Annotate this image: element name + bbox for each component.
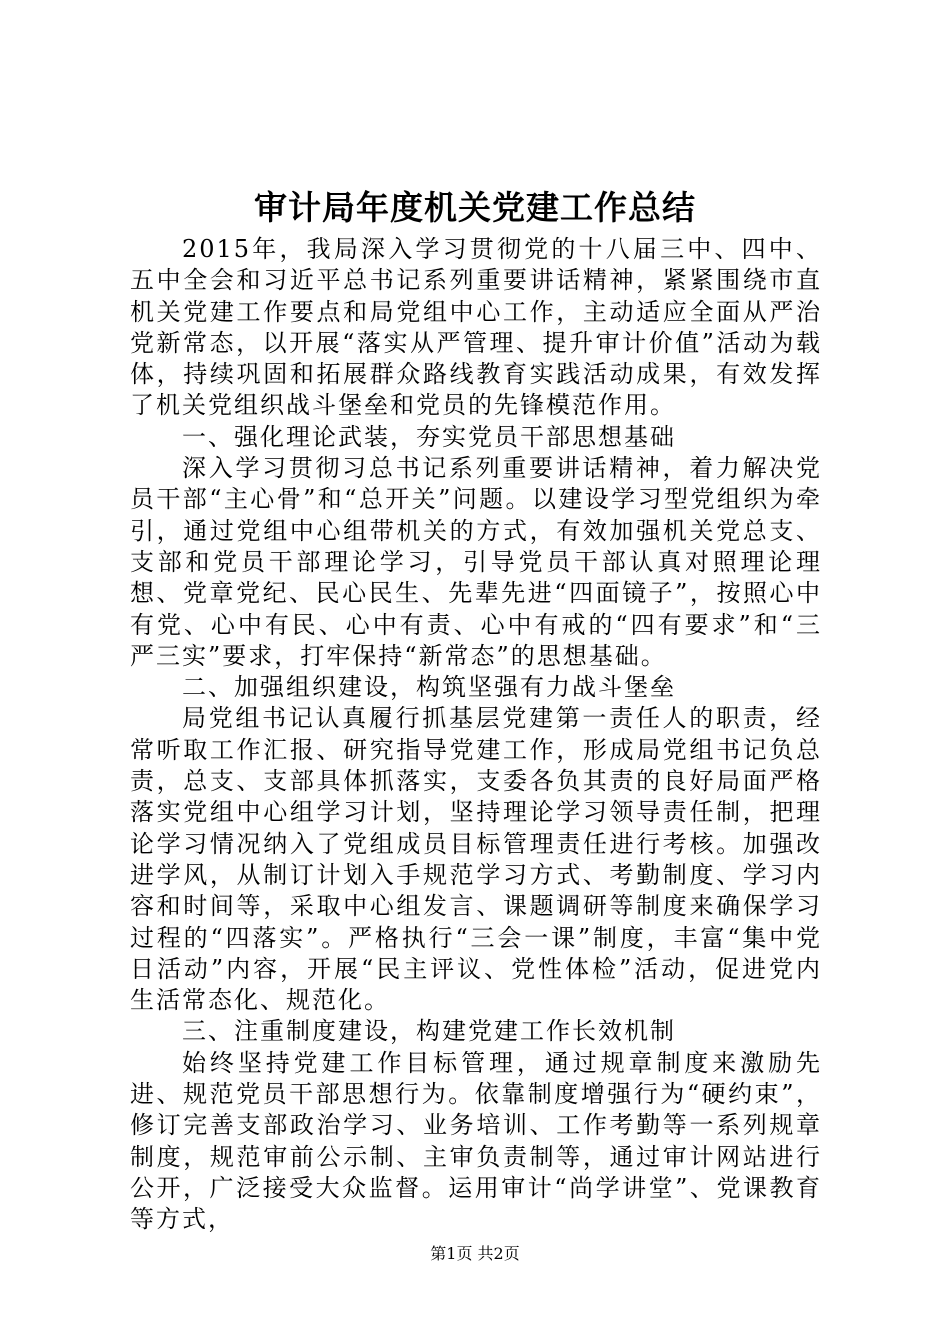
section-heading-2: 二、加强组织建设，构筑坚强有力战斗堡垒 (182, 673, 676, 702)
document-title: 审计局年度机关党建工作总结 (254, 188, 696, 227)
section-heading-3: 三、注重制度建设，构建党建工作长效机制 (182, 1017, 676, 1046)
page-number-footer: 第1页 共2页 (430, 1244, 520, 1263)
section-paragraph-3: 始终坚持党建工作目标管理，通过规章制度来激励先进、规范党员干部思想行为。依靠制度增强行为“硬约束”，修订完善支部政治学习、业务培训、工作考勤等一系列规章制度，规范审前公示制、主审负责制等，通过审计网站进行公开，广泛接受大众监督。运用审计“尚学讲堂”、党课教育等方式， (130, 1048, 822, 1234)
intro-paragraph: 2015年，我局深入学习贯彻党的十八届三中、四中、五中全会和习近平总书记系列重要讲话精神，紧紧围绕市直机关党建工作要点和局党组中心工作，主动适应全面从严治党新常态，以开展“落实从严管理、提升审计价值”活动为载体，持续巩固和拓展群众路线教育实践活动成果，有效发挥了机关党组织战斗堡垒和党员的先锋模范作用。 (130, 235, 822, 420)
section-paragraph-2: 局党组书记认真履行抓基层党建第一责任人的职责，经常听取工作汇报、研究指导党建工作，形成局党组书记负总责，总支、支部具体抓落实，支委各负其责的良好局面严格落实党组中心组学习计划，坚持理论学习领导责任制，把理论学习情况纳入了党组成员目标管理责任进行考核。加强改进学风，从制订计划入手规范学习方式、考勤制度、学习内容和时间等，采取中心组发言、课题调研等制度来确保学习过程的“四落实”。严格执行“三会一课”制度，丰富“集中党日活动”内容，开展“民主评议、党性体检”活动，促进党内生活常态化、规范化。 (130, 704, 822, 1015)
document-body (130, 234, 822, 1236)
section-heading-1: 一、强化理论武装，夯实党员干部思想基础 (182, 422, 676, 451)
section-paragraph-1: 深入学习贯彻习总书记系列重要讲话精神，着力解决党员干部“主心骨”和“总开关”问题。以建设学习型党组织为牵引，通过党组中心组带机关的方式，有效加强机关党总支、支部和党员干部理论学习，引导党员干部认真对照理论理想、党章党纪、民心民生、先辈先进“四面镜子”，按照心中有党、心中有民、心中有责、心中有戒的“四有要求”和“三严三实”要求，打牢保持“新常态”的思想基础。 (130, 454, 822, 670)
